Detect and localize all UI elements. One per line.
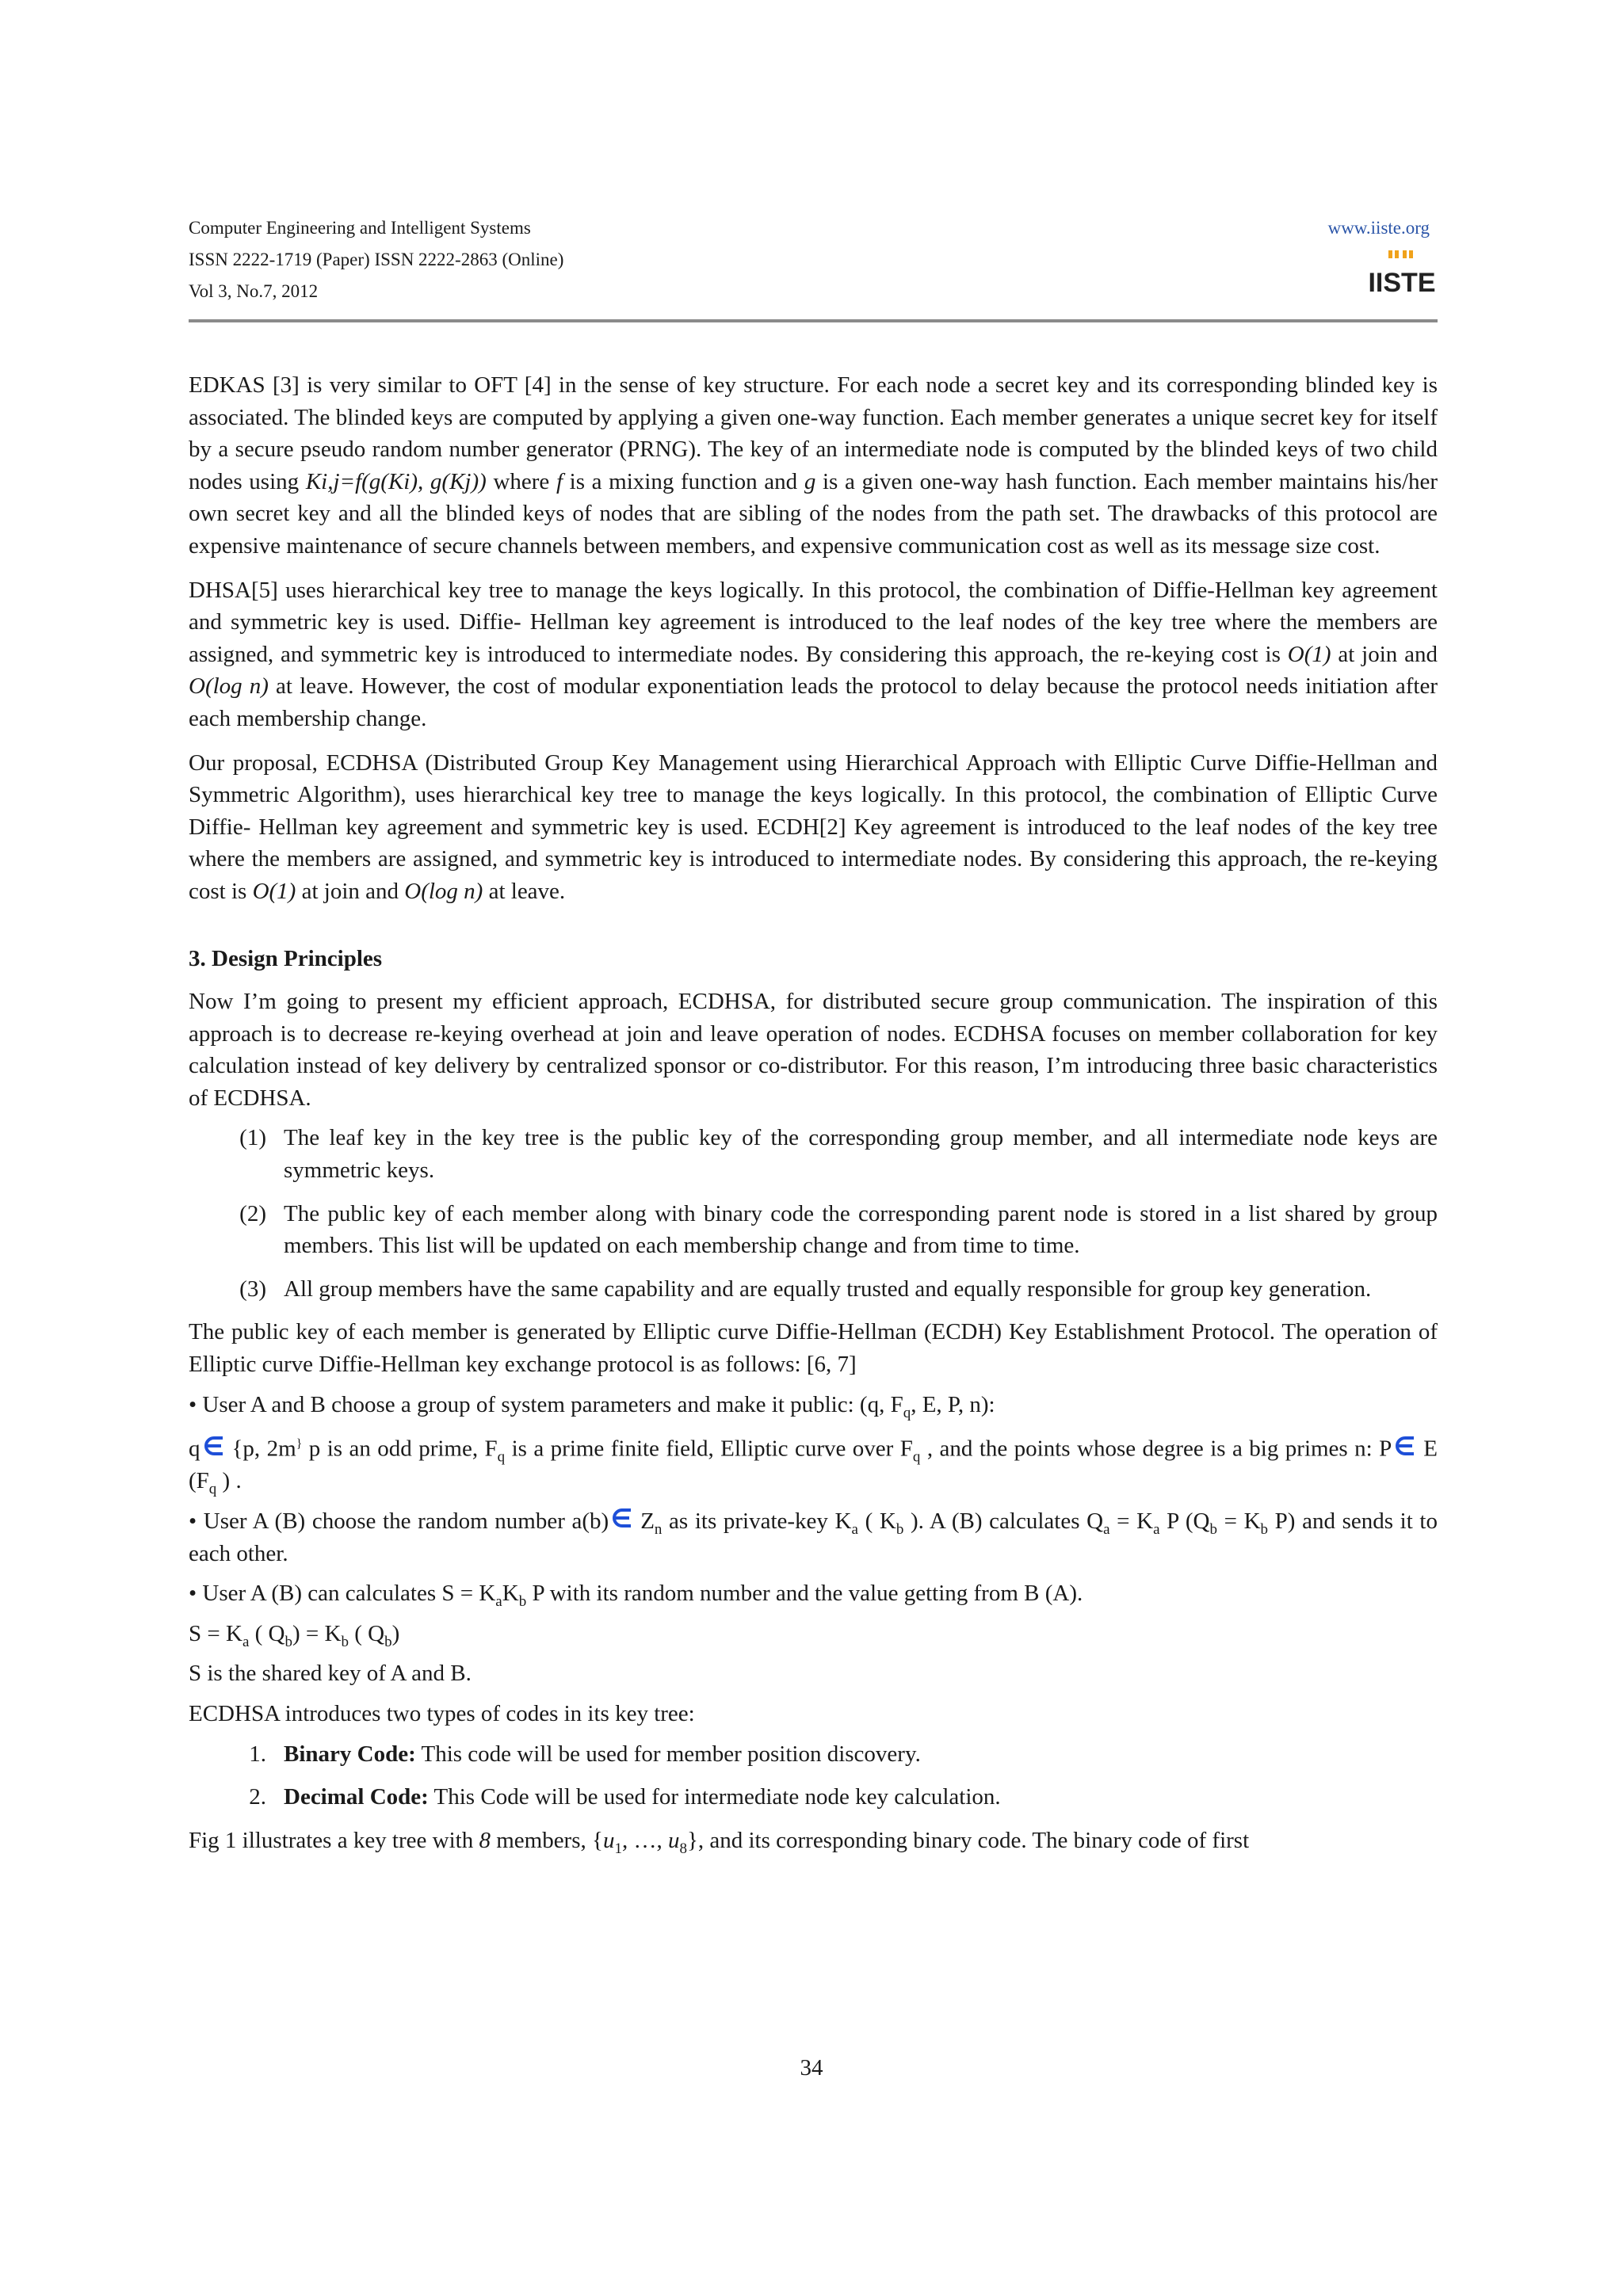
bullet-private-key: • User A (B) choose the random number a(b) $Z_n$ as its private-key $K_a$ ( $K_b$ ). A (B) calculates $Q_a = K_a$ P ($Q_b = K_b$ P) and sends it to each other. [189, 1505, 1438, 1569]
element-of-icon [204, 1434, 227, 1458]
paragraph-proposal: Our proposal, ECDHSA (Distributed Group Key Management using Hierarchical Approach with Elliptic Curve Diffie-Hellman and Symmetric Algorithm), uses hierarchical key tree to manage the keys logically. In this protocol, the combination of Elliptic Curve Diffie- Hellman key agreement and symmetric key is used. ECDH[2] Key agreement is introduced to the leaf nodes of the key tree where the members are assigned, and symmetric key is introduced to intermediate nodes. By considering this approach, the re-keying cost is O(1) at join and O(log n) at leave. [189, 749, 1438, 904]
journal-name: Computer Engineering and Intelligent Systems [189, 218, 531, 238]
ecdh-intro: The public key of each member is generated by Elliptic curve Diffie-Hellman (ECDH) Key Establishment Protocol. The operation of Elliptic curve Diffie-Hellman key exchange protocol is as follows: [6, 7] [189, 1319, 1438, 1378]
paragraph-edkas: EDKAS [3] is very similar to OFT [4] in the sense of key structure. For each node a secret key and its corresponding blinded key is associated. The blinded keys are computed by applying a given one-way function. Each member generates a unique secret key for itself by a secure pseudo random number generator (PRNG). The key of an intermediate node is computed by the blinded keys of two child nodes using Ki,j=f(g(Ki), g(Kj)) where f is a mixing function and g is a given one-way hash function. Each member maintains his/her own secret key and all the blinded keys of nodes that are sibling of the nodes from the path set. The drawbacks of this protocol are expensive maintenance of secure channels between members, and expensive communication cost as well as its message size cost. [189, 372, 1438, 559]
page-header [189, 212, 1438, 307]
journal-website-link[interactable]: www.iiste.org [1327, 218, 1430, 238]
code-item: 2. Decimal Code: This Code will be used for intermediate node key calculation. [249, 1784, 1001, 1810]
shared-key-note: S is the shared key of A and B. [189, 1661, 472, 1687]
section-heading: 3. Design Principles [189, 945, 383, 971]
element-of-icon [1395, 1434, 1419, 1458]
shared-key-equation: $S = K_a$ ( $Q_b) = K_b$ ( $Q_b$) [189, 1620, 400, 1650]
q-definition-line: q {p, 2m} p is an odd prime, $F_q$ is a prime finite field, Elliptic curve over $F_q$ , and the points whose degree is a big primes n: P E ($F_q$ ) . [189, 1428, 1438, 1497]
code-item: 1. Binary Code: This code will be used for member position discovery. [249, 1741, 921, 1767]
volume-line: Vol 3, No.7, 2012 [189, 281, 319, 301]
header-rule [189, 319, 1438, 322]
figure-intro: Fig 1 illustrates a key tree with 8 members, {$u_1$, …, $u_8$}, and its corresponding binary code. The binary code of first [189, 1827, 1250, 1857]
paragraph-dhsa: DHSA[5] uses hierarchical key tree to manage the keys logically. In this protocol, the combination of Diffie-Hellman key agreement and symmetric key is used. Diffie- Hellman key agreement is introduced to the leaf nodes of the key tree where the members are assigned, and symmetric key is introduced to intermediate nodes. By considering this approach, the re-keying cost is O(1) at join and O(log n) at leave. However, the cost of modular exponentiation leads the protocol to delay because the protocol needs initiation after each membership change. [189, 577, 1438, 731]
issn-line: ISSN 2222-1719 (Paper) ISSN 2222-2863 (Online) [189, 250, 564, 269]
characteristic-item: (2) The public key of each member along with binary code the corresponding parent node is stored in a list shared by group members. This list will be updated on each membership change and from time to time. [239, 1200, 1438, 1259]
codes-intro: ECDHSA introduces two types of codes in its key tree: [189, 1701, 695, 1727]
page-number: 34 [800, 2055, 823, 2081]
bullet-shared-calc: • User A (B) can calculates $S = K_aK_b$ P with its random number and the value getting from B (A). [189, 1581, 1083, 1611]
characteristic-item: (1) The leaf key in the key tree is the public key of the corresponding group member, and all intermediate node keys are symmetric keys. [239, 1125, 1438, 1184]
section-intro: Now I’m going to present my efficient approach, ECDHSA, for distributed secure group communication. The inspiration of this approach is to decrease re-keying overhead at join and leave operation of nodes. ECDHSA focuses on member collaboration for key calculation instead of key delivery by centralized sponsor or co-distributor. For this reason, I’m introducing three basic characteristics of ECDHSA. [189, 989, 1438, 1111]
bullet-system-parameters: • User A and B choose a group of system parameters and make it public: (q, $F_q$, E, P, n): [189, 1391, 995, 1421]
element-of-icon [612, 1506, 636, 1530]
iiste-logo-icon [1368, 247, 1436, 298]
logo-text: IISTE [1368, 268, 1436, 298]
article-body [189, 369, 1438, 1864]
characteristic-item: (3) All group members have the same capability and are equally trusted and equally responsible for group key generation. [239, 1276, 1372, 1302]
mixing-formula: Ki,j=f(g(Ki), g(Kj)) [305, 468, 487, 494]
